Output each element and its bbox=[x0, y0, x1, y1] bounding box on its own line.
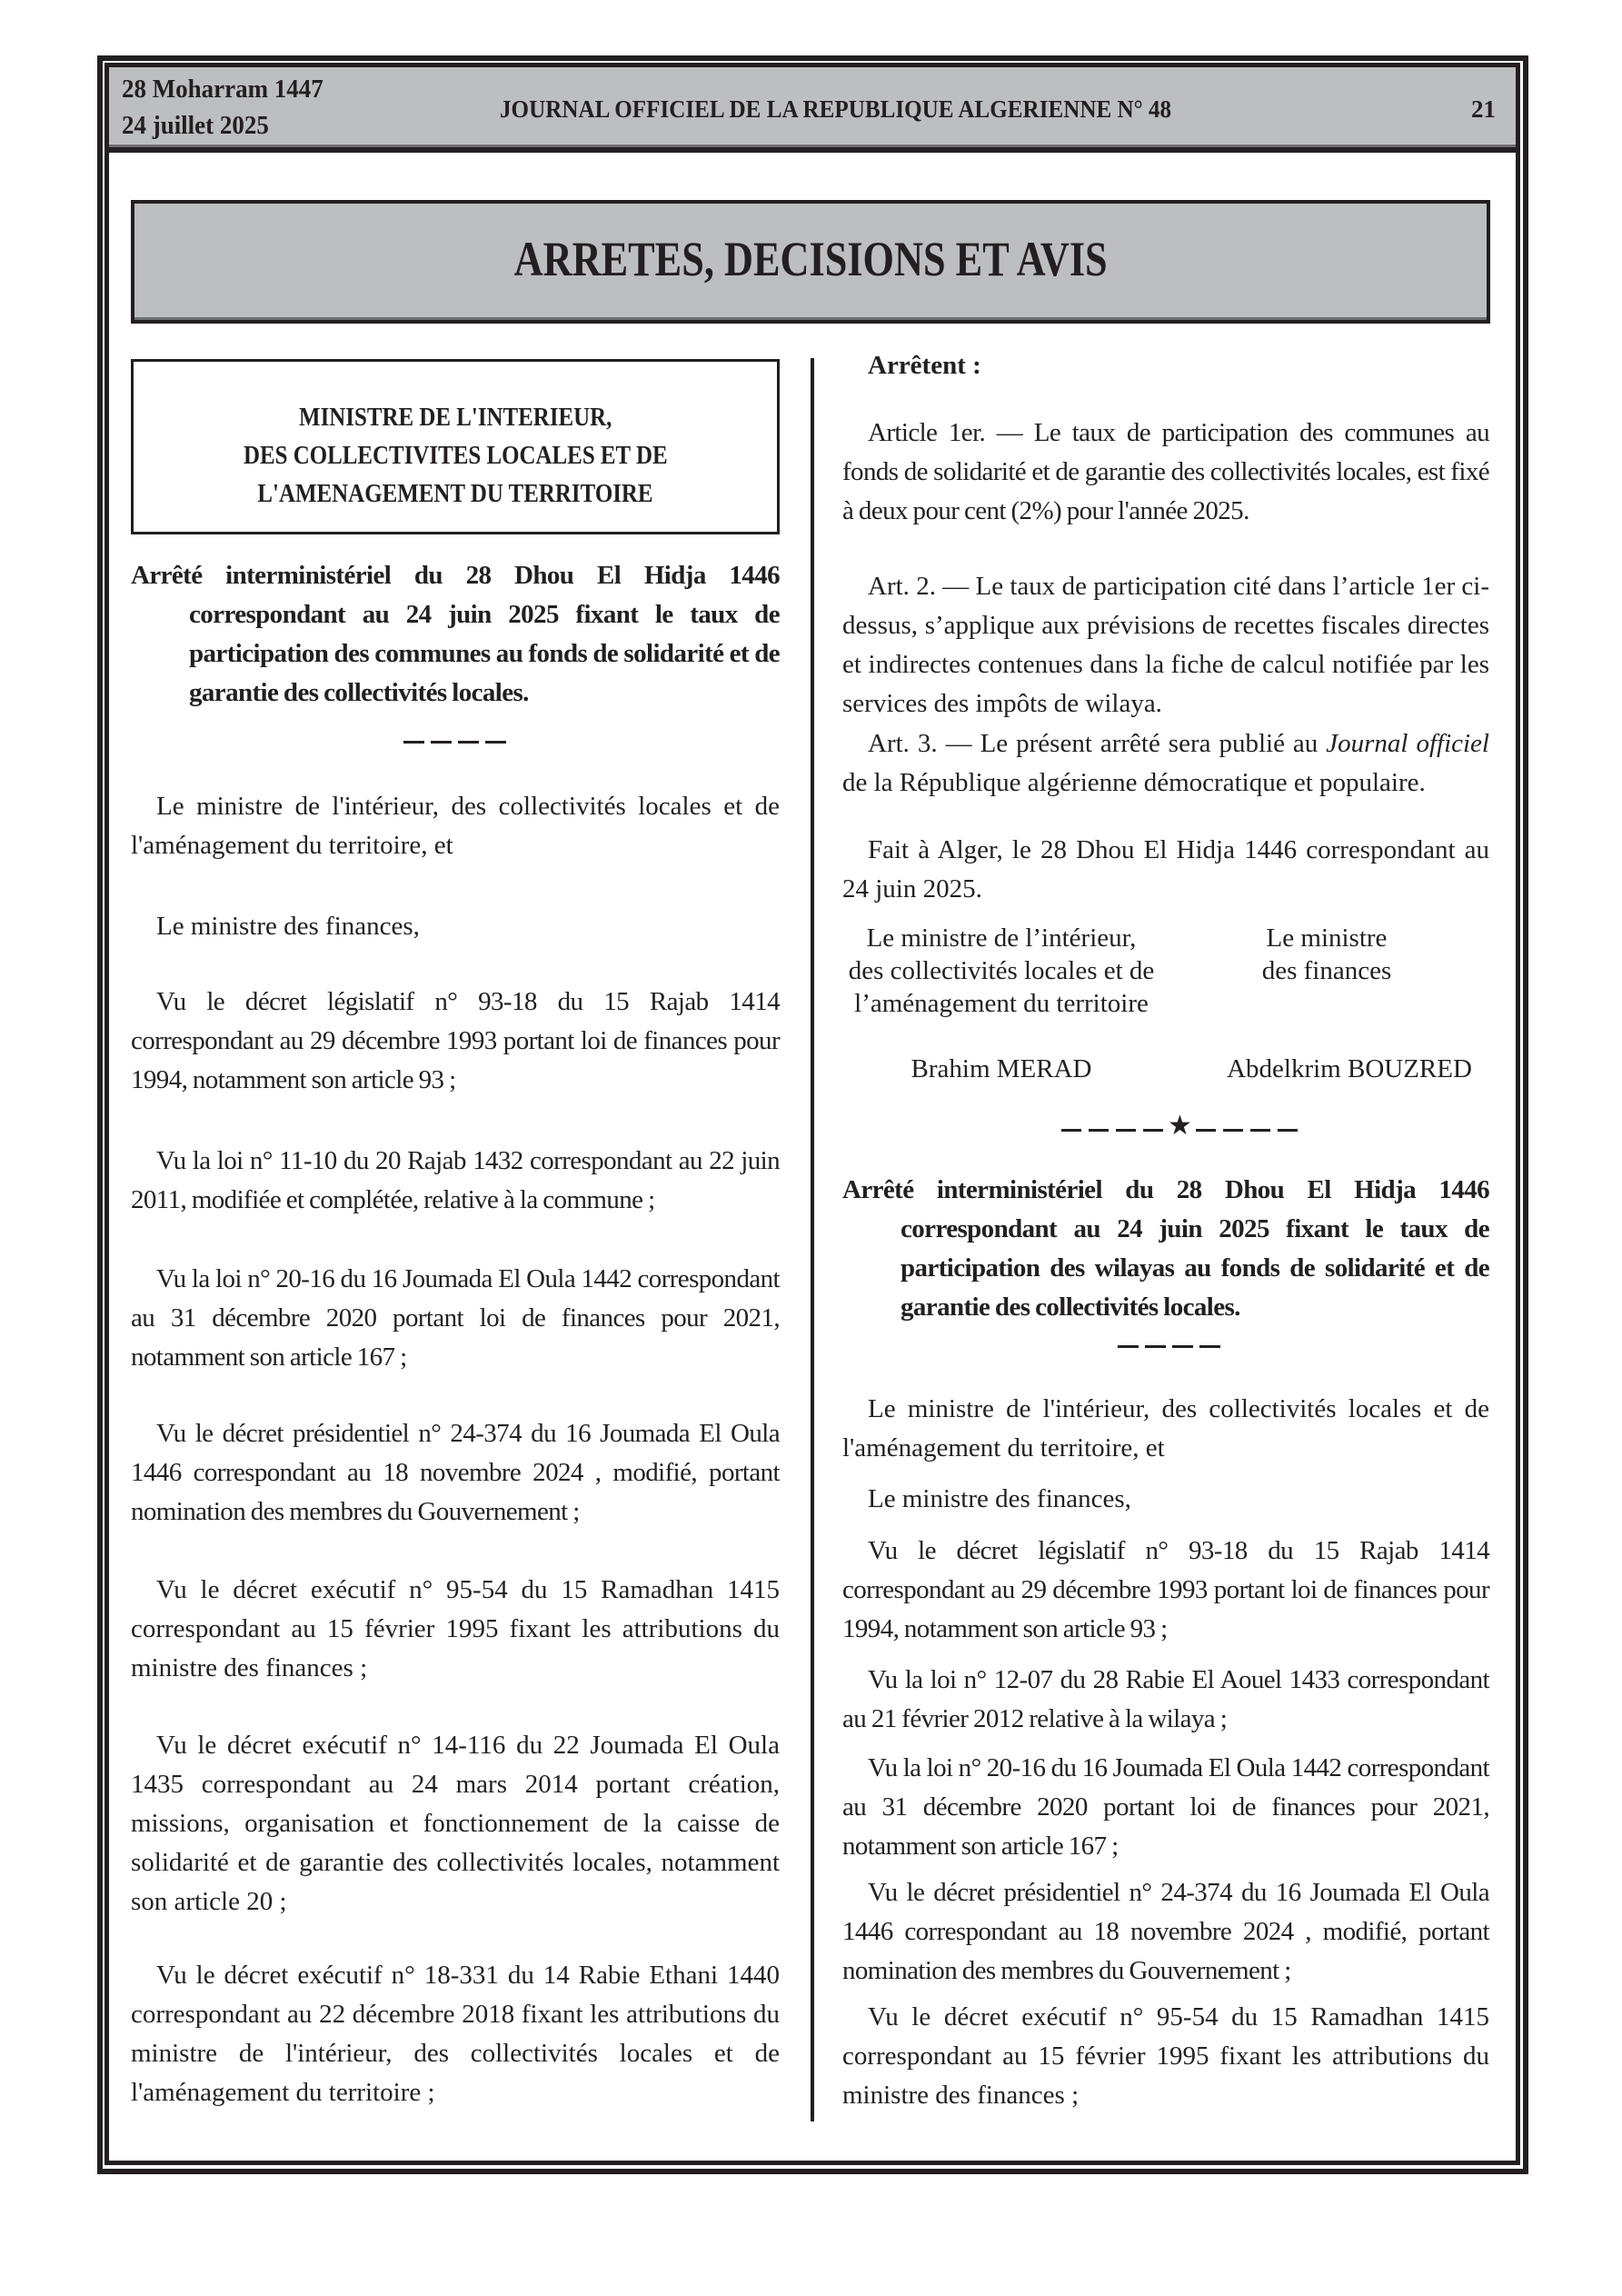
star-icon: ★ bbox=[1168, 1111, 1192, 1141]
decree1-article-1: Article 1er. — Le taux de participation des communes au fonds de solidarité et de garantie des collectivités locales, est fixé à deux pour cent (2%) pour l'année 2025. bbox=[842, 418, 1489, 525]
decree2-visa-3: Vu la loi n° 20-16 du 16 Joumada El Oula 1442 correspondant au 31 décembre 2020 portant loi de finances pour 2021, notamment son article 167 ; bbox=[842, 1753, 1489, 1861]
signatory-interior-name: Brahim MERAD bbox=[911, 1054, 1092, 1083]
decree1-visa-3: Vu la loi n° 20-16 du 16 Joumada El Oula 1442 correspondant au 31 décembre 2020 portant loi de finances pour 2021, notamment son article 167 ; bbox=[131, 1264, 780, 1372]
signatory-interior-title bbox=[842, 922, 1160, 1020]
decree1-title: Arrêté interministériel du 28 Dhou El Hidja 1446 correspondant au 24 juin 2025 fixant le taux de participation des communes au fonds de solidarité et de garantie des collectivités locales. bbox=[131, 561, 780, 707]
header-hijri-date: 28 Moharram 1447 bbox=[122, 75, 323, 104]
decree2-title-separator bbox=[1118, 1345, 1221, 1348]
header-page-number: 21 bbox=[1471, 95, 1496, 123]
journal-officiel-italic: Journal officiel bbox=[1326, 729, 1489, 758]
decree1-visa-5: Vu le décret exécutif n° 95-54 du 15 Ramadhan 1415 correspondant au 15 février 1995 fixant les attributions du ministre des finances ; bbox=[131, 1575, 780, 1682]
decree1-preamble-interior: Le ministre de l'intérieur, des collectivités locales et de l'aménagement du territoire, et bbox=[131, 792, 780, 860]
decree2-visa-2: Vu la loi n° 12-07 du 28 Rabie El Aouel 1433 correspondant au 21 février 2012 relative à la wilaya ; bbox=[842, 1665, 1489, 1733]
ministry-box bbox=[131, 359, 780, 534]
decree1-fait-a-alger: Fait à Alger, le 28 Dhou El Hidja 1446 correspondant au 24 juin 2025. bbox=[842, 835, 1489, 903]
decree1-article-2: Art. 2. — Le taux de participation cité dans l’article 1er ci-dessus, s’applique aux prévisions de recettes fiscales directes et indirectes contenues dans la fiche de calcul notifiée par les services des impôts de wilaya. bbox=[842, 572, 1489, 718]
signatory-interior-title-line-3: l’aménagement du territoire bbox=[854, 989, 1149, 1018]
header-shadow bbox=[109, 145, 1516, 147]
decree1-visa-2: Vu la loi n° 11-10 du 20 Rajab 1432 correspondant au 22 juin 2011, modifiée et complétée, relative à la commune ; bbox=[131, 1146, 780, 1214]
decree1-preamble-finances: Le ministre des finances, bbox=[156, 912, 420, 941]
section-title-box bbox=[131, 200, 1490, 324]
decree1-article-3 bbox=[842, 724, 1489, 803]
signatory-interior-title-line-2: des collectivités locales et de bbox=[848, 956, 1155, 985]
decree2-visa-5: Vu le décret exécutif n° 95-54 du 15 Ramadhan 1415 correspondant au 15 février 1995 fixant les attributions du ministre des finances ; bbox=[842, 2002, 1489, 2110]
decree1-visa-6: Vu le décret exécutif n° 14-116 du 22 Joumada El Oula 1435 correspondant au 24 mars 2014 portant création, missions, organisation et fonctionnement de la caisse de solidarité et de garantie des collectivités locales, notamment son article 20 ; bbox=[131, 1731, 780, 1916]
article-3-text-start: Art. 3. — Le présent arrêté sera publié au bbox=[868, 729, 1327, 758]
header-gregorian-date: 24 juillet 2025 bbox=[122, 111, 269, 140]
signatory-finances-name: Abdelkrim BOUZRED bbox=[1227, 1054, 1472, 1083]
decree2-preamble-interior: Le ministre de l'intérieur, des collectivités locales et de l'aménagement du territoire, et bbox=[842, 1394, 1489, 1462]
decree1-title-separator bbox=[403, 741, 507, 744]
signatory-interior-title-line-1: Le ministre de l’intérieur, bbox=[866, 923, 1137, 953]
section-title-shadow bbox=[134, 317, 1487, 320]
decree2-visa-1: Vu le décret législatif n° 93-18 du 15 Rajab 1414 correspondant au 29 décembre 1993 portant loi de finances pour 1994, notamment son article 93 ; bbox=[842, 1536, 1489, 1643]
section-title: ARRETES, DECISIONS ET AVIS bbox=[513, 232, 1108, 286]
decree1-visa-7: Vu le décret exécutif n° 18-331 du 14 Rabie Ethani 1440 correspondant au 22 décembre 2018 fixant les attributions du ministre de l'intérieur, des collectivités locales et de l'aménagement du territoire ; bbox=[131, 1961, 780, 2107]
decree1-arretent: Arrêtent : bbox=[868, 351, 981, 380]
decree2-preamble-finances: Le ministre des finances, bbox=[868, 1484, 1131, 1513]
signatory-finances-title bbox=[1218, 922, 1436, 987]
ministry-line-1: MINISTRE DE L'INTERIEUR, bbox=[298, 403, 612, 432]
header-journal-title: JOURNAL OFFICIEL DE LA REPUBLIQUE ALGERIENNE N° 48 bbox=[500, 95, 1172, 123]
signatory-finances-title-line-1: Le ministre bbox=[1266, 923, 1388, 953]
decree2-visa-4: Vu le décret présidentiel n° 24-374 du 16 Joumada El Oula 1446 correspondant au 18 novembre 2024 , modifié, portant nomination des membres du Gouvernement ; bbox=[842, 1878, 1489, 1985]
decree2-title: Arrêté interministériel du 28 Dhou El Hidja 1446 correspondant au 24 juin 2025 fixant le taux de participation des wilayas au fonds de solidarité et de garantie des collectivités locales. bbox=[842, 1175, 1489, 1322]
end-of-decree-separator bbox=[1061, 1111, 1298, 1142]
article-3-text-end: de la République algérienne démocratique et populaire. bbox=[842, 768, 1426, 797]
signatory-finances-title-line-2: des finances bbox=[1261, 956, 1392, 985]
running-header bbox=[104, 63, 1520, 153]
decree1-visa-4: Vu le décret présidentiel n° 24-374 du 16 Joumada El Oula 1446 correspondant au 18 novembre 2024 , modifié, portant nomination des membres du Gouvernement ; bbox=[131, 1419, 780, 1526]
ministry-line-2: DES COLLECTIVITES LOCALES ET DE bbox=[243, 441, 668, 470]
decree1-visa-1: Vu le décret législatif n° 93-18 du 15 Rajab 1414 correspondant au 29 décembre 1993 portant loi de finances pour 1994, notamment son article 93 ; bbox=[131, 987, 780, 1094]
column-divider bbox=[811, 358, 814, 2121]
ministry-line-3: L'AMENAGEMENT DU TERRITOIRE bbox=[257, 479, 653, 508]
